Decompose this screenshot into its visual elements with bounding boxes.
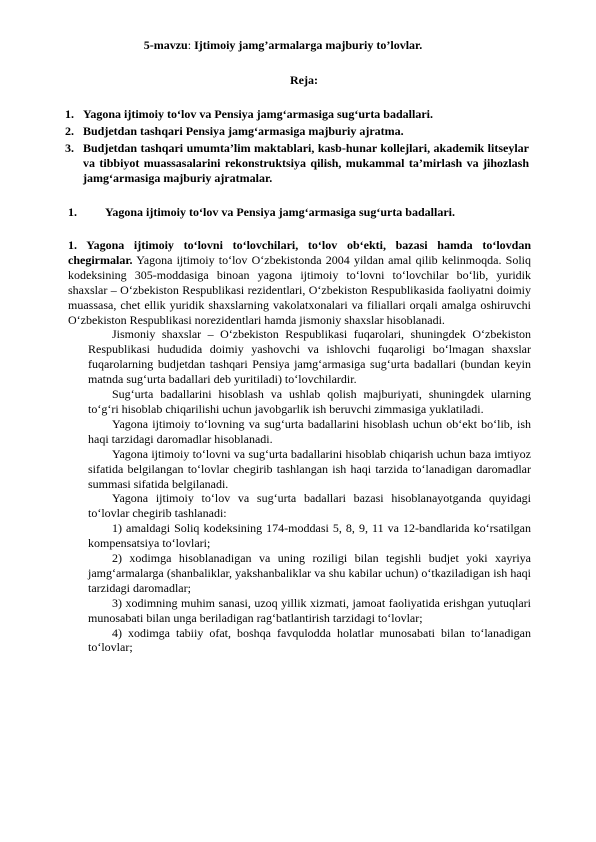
paragraph: Yagona ijtimoiy to‘lovni va sug‘urta badallarini hisoblab chiqarish uchun baza imtiyoz sifatida belgilangan to‘lovlar chegirib tashlangan ish haqi tarzida to‘lanadigan daromadlar summasi sifatida belgilanadi. (88, 446, 531, 491)
indented-paragraphs (68, 327, 531, 655)
lead-paragraph-text: Yagona ijtimoiy to‘lov O‘zbekistonda 2004 yildan amal qilib kelinmoqda. Soliq kodeksining 305-moddasiga binoan yagona ijtimoiy to‘lovni to‘lovchilar bo‘lib, yuridik shaxslar – O‘zbekiston Respublikasi rezidentlari, O‘zbekiston Respublikasida faoliyatni doimiy muassasa, chet ellik yuridik shaxslarning vakolatxonalari va filiallari orqali amalga oshiruvchi O‘zbekiston Respublikasi norezidentlari hamda jismoniy shaxslar hisoblanadi. (68, 252, 531, 327)
plan-item (65, 107, 529, 122)
plan-list (65, 107, 529, 188)
lead-paragraph (68, 238, 531, 327)
section-heading (68, 205, 538, 220)
paragraph: 1) amaldagi Soliq kodeksining 174-moddasi 5, 8, 9, 11 va 12-bandlarida ko‘rsatilgan kompensatsiya to‘lovlari; (88, 521, 531, 551)
topic-text: Ijtimoiy jamg’armalarga majburiy to’lovlar. (194, 38, 423, 52)
paragraph: 4) xodimga tabiiy ofat, boshqa favqulodda holatlar munosabati bilan to‘lanadigan to‘lovlar; (88, 625, 531, 655)
plan-item-number: 1. (65, 107, 74, 121)
plan-item-text: Budjetdan tashqari umumta’lim maktablari, kasb-hunar kollejlari, akademik litseylar va tibbiyot muassasalarini rekonstruktsiya qilish, mukammal ta’mirlash va jihozlash jamg‘armasiga majburiy ajratmalar. (83, 141, 529, 185)
plan-item-number: 3. (65, 141, 74, 155)
topic-colon: : (187, 38, 192, 52)
body-text (68, 238, 531, 655)
plan-item (65, 124, 529, 139)
paragraph: Sug‘urta badallarini hisoblash va ushlab qolish majburiyati, shuningdek ularning to‘g‘ri hisoblab chiqarilishi uchun javobgarlik ish beruvchi zimmasiga yuklatiladi. (88, 387, 531, 416)
paragraph: 3) xodimning muhim sanasi, uzoq yillik xizmati, jamoat faoliyatida erishgan yutuqlari munosabati bilan unga beriladigan rag‘batlantirish tarzidagi to‘lovlar; (88, 595, 531, 625)
paragraph: 2) xodimga hisoblanadigan va uning roziligi bilan tegishli budjet yoki xayriya jamg‘armalarga (shanbaliklar, yakshanbaliklar va shu kabilar uchun) o‘tkaziladigan ish haqi tarzidagi daromadlar; (88, 551, 531, 595)
lead-paragraph-bold: 1. Yagona ijtimoiy to‘lovni to‘lovchilari, to‘lov ob‘ekti, bazasi hamda to‘lovdan chegirmalar. (68, 238, 531, 267)
section-heading-text: Yagona ijtimoiy to‘lov va Pensiya jamg‘armasiga sug‘urta badallari. (105, 205, 455, 219)
paragraph: Jismoniy shaxslar – O‘zbekiston Respublikasi fuqarolari, shuningdek O‘zbekiston Respublikasi hududida doimiy yashovchi va ishlovchi fuqaroligi bo‘lmagan shaxslar fuqarolarning budjetdan tashqari Pensiya jamg‘armasiga sug‘urta badallari (bundan keyin matnda sug‘urta badallari deb yuritiladi) to‘lovchilardir. (88, 327, 531, 387)
paragraph: Yagona ijtimoiy to‘lovning va sug‘urta badallarini hisoblash uchun ob‘ekt bo‘lib, ish haqi tarzidagi daromadlar hisoblanadi. (88, 416, 531, 446)
paragraph: Yagona ijtimoiy to‘lov va sug‘urta badallari bazasi hisoblanayotganda quyidagi to‘lovlar chegirib tashlanadi: (88, 491, 531, 521)
plan-item-text: Yagona ijtimoiy to‘lov va Pensiya jamg‘armasiga sug‘urta badallari. (83, 107, 433, 121)
topic-label: 5-mavzu (143, 38, 188, 52)
section-number: 1. (68, 205, 77, 219)
plan-item-text: Budjetdan tashqari Pensiya jamg‘armasiga majburiy ajratma. (83, 124, 404, 138)
plan-item (65, 141, 529, 186)
plan-heading: Reja: (290, 73, 318, 87)
plan-item-number: 2. (65, 124, 74, 138)
topic-title (0, 38, 596, 53)
